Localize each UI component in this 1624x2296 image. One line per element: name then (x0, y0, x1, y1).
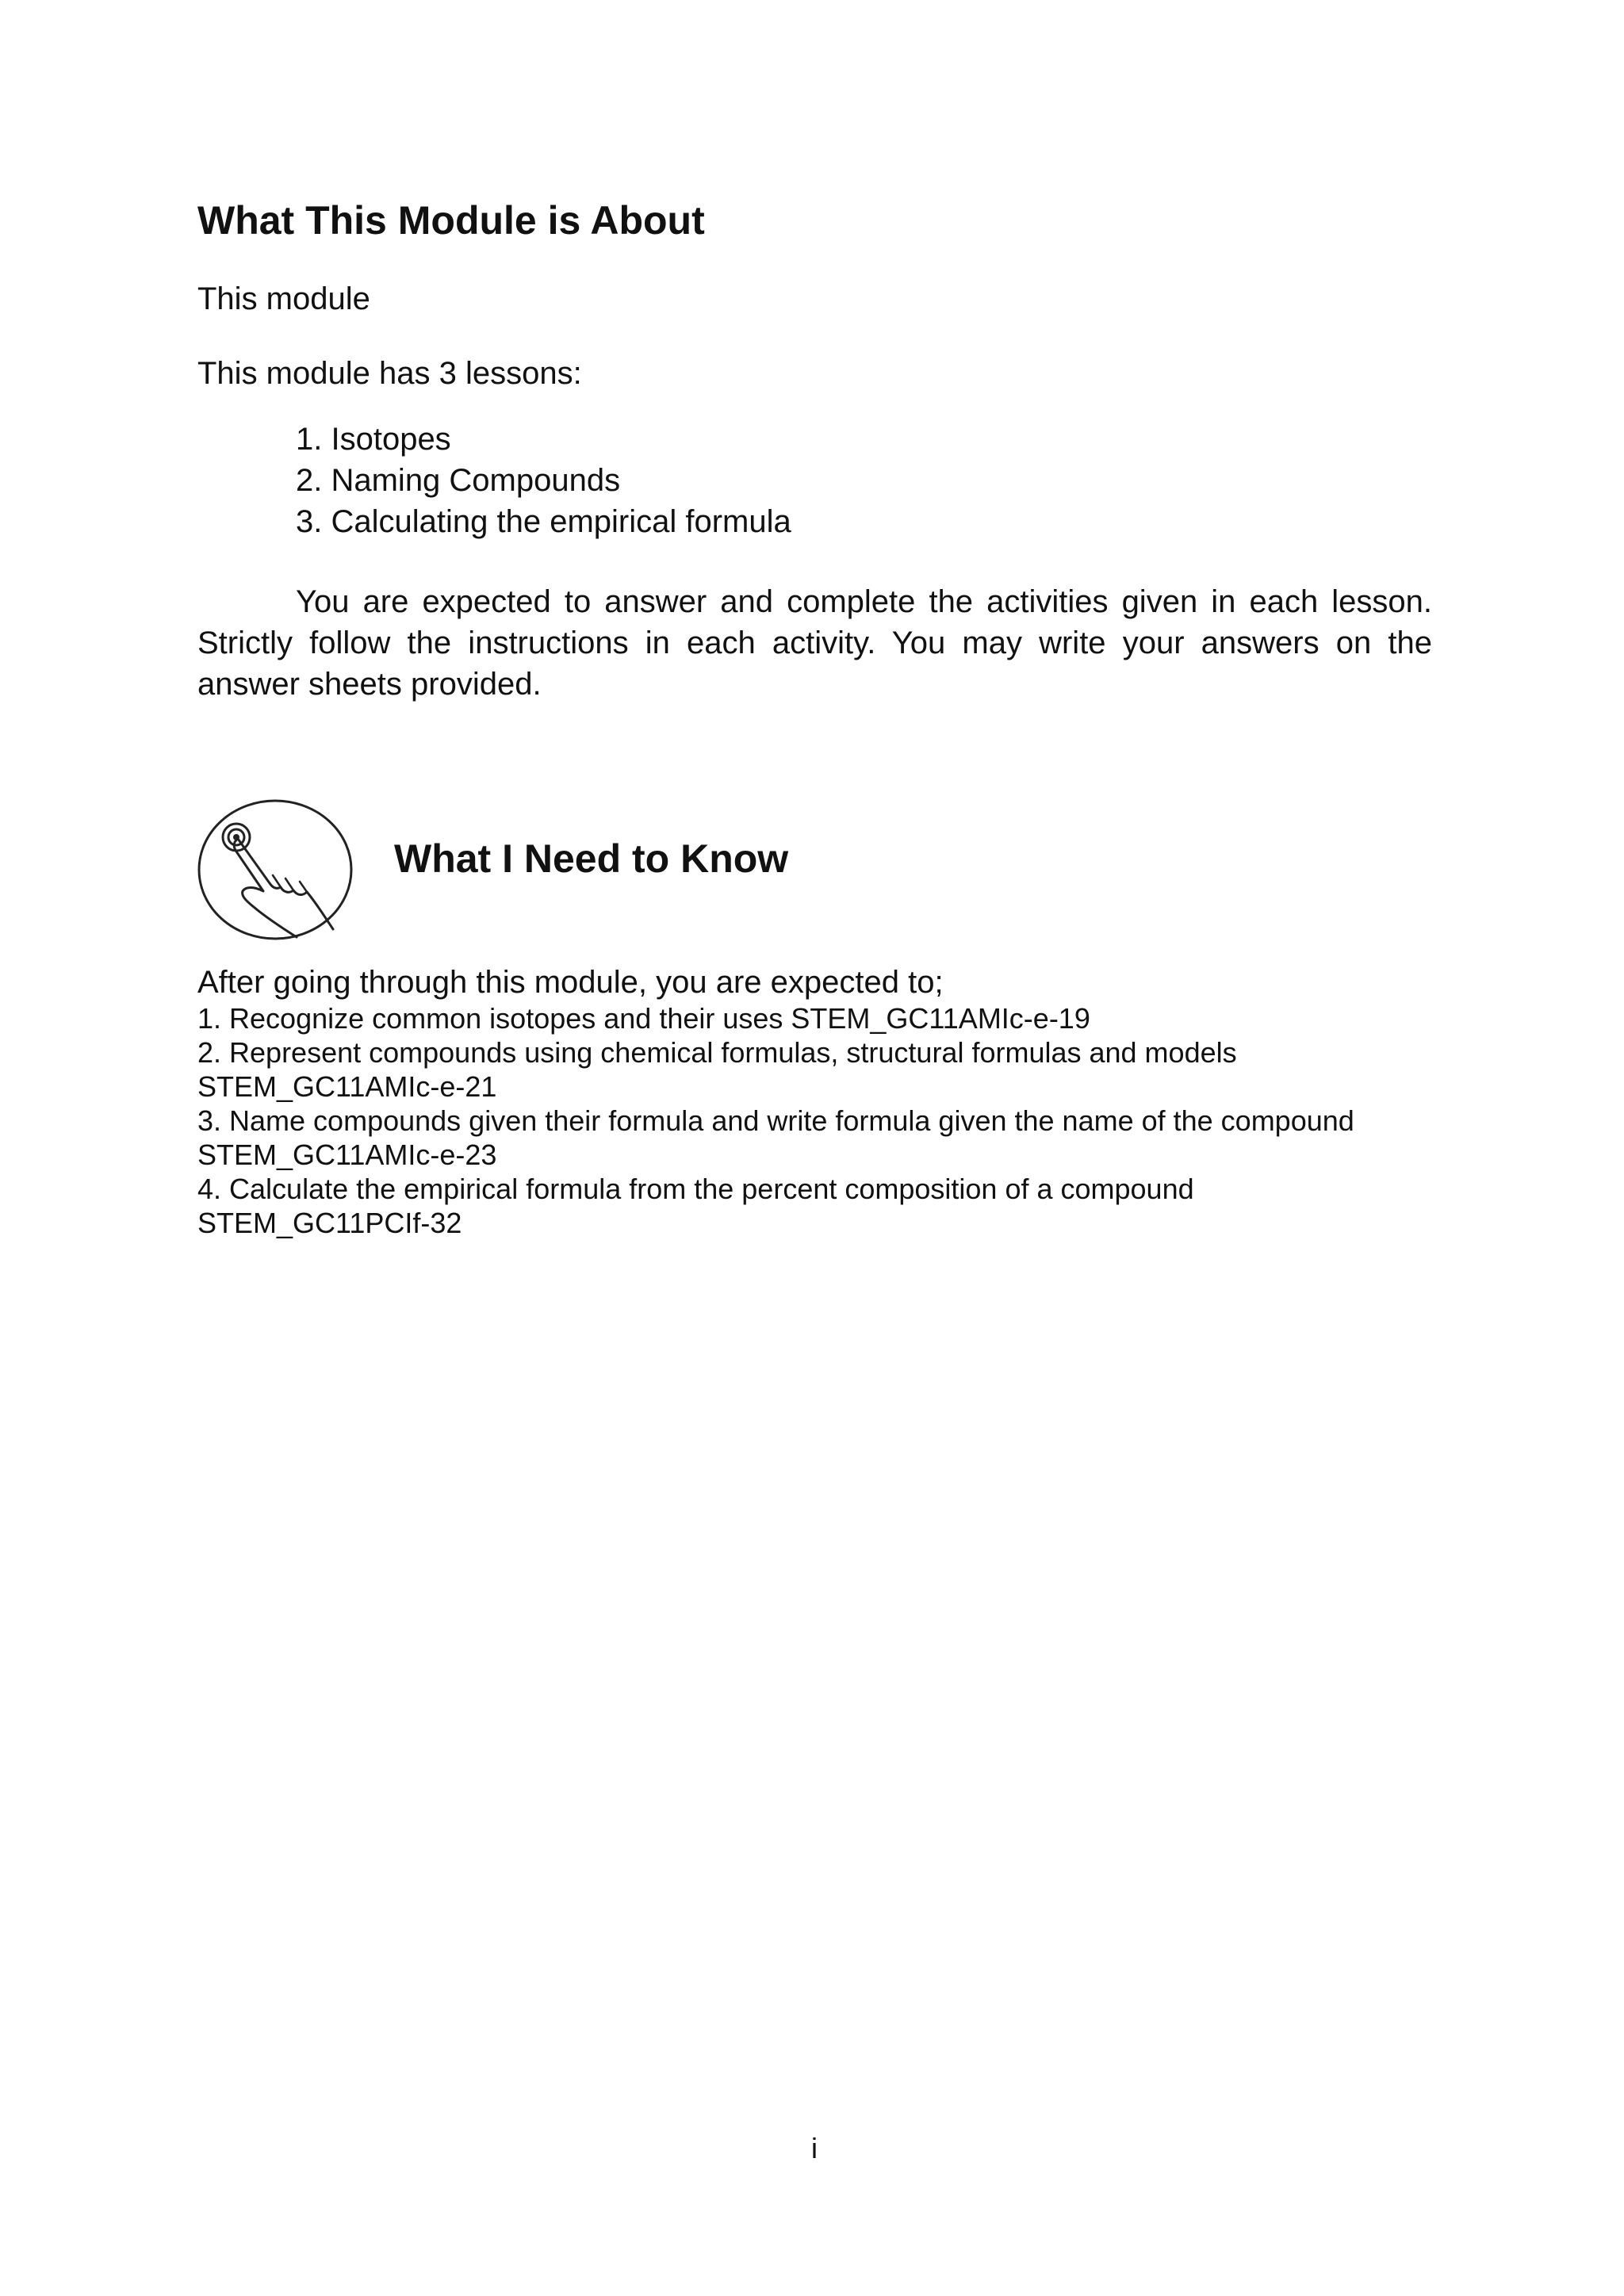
lesson-item: 3. Calculating the empirical formula (296, 504, 791, 539)
objective-line: 2. Represent compounds using chemical formulas, structural formulas and models (197, 1036, 1237, 1069)
lesson-list (296, 419, 791, 542)
lesson-item: 2. Naming Compounds (296, 463, 621, 498)
objective-line: STEM_GC11AMIc-e-21 (197, 1070, 497, 1103)
objective-line: 1. Recognize common isotopes and their uses STEM_GC11AMIc-e-19 (197, 1002, 1090, 1035)
objective-line: 4. Calculate the empirical formula from the percent composition of a compound (197, 1173, 1194, 1205)
lesson-item: 1. Isotopes (296, 422, 451, 457)
objectives-intro: After going through this module, you are expected to; (197, 965, 944, 1000)
page-number: i (811, 2132, 818, 2164)
module-intro: This module (197, 281, 370, 316)
instructions-paragraph: You are expected to answer and complete the activities given in each lesson. Strictly follow the instructions in each activity. You may write your answers on the answer sheets provided. (197, 584, 1432, 702)
lessons-intro: This module has 3 lessons: (197, 356, 582, 391)
objective-line: STEM_GC11PCIf-32 (197, 1207, 462, 1239)
section-title-about: What This Module is About (197, 198, 705, 243)
objectives-list (197, 1001, 1354, 1240)
objective-line: 3. Name compounds given their formula and write formula given the name of the compound (197, 1104, 1354, 1137)
section-title-need-to-know: What I Need to Know (394, 836, 789, 881)
pointing-hand-icon (197, 798, 355, 942)
objective-line: STEM_GC11AMIc-e-23 (197, 1138, 497, 1171)
